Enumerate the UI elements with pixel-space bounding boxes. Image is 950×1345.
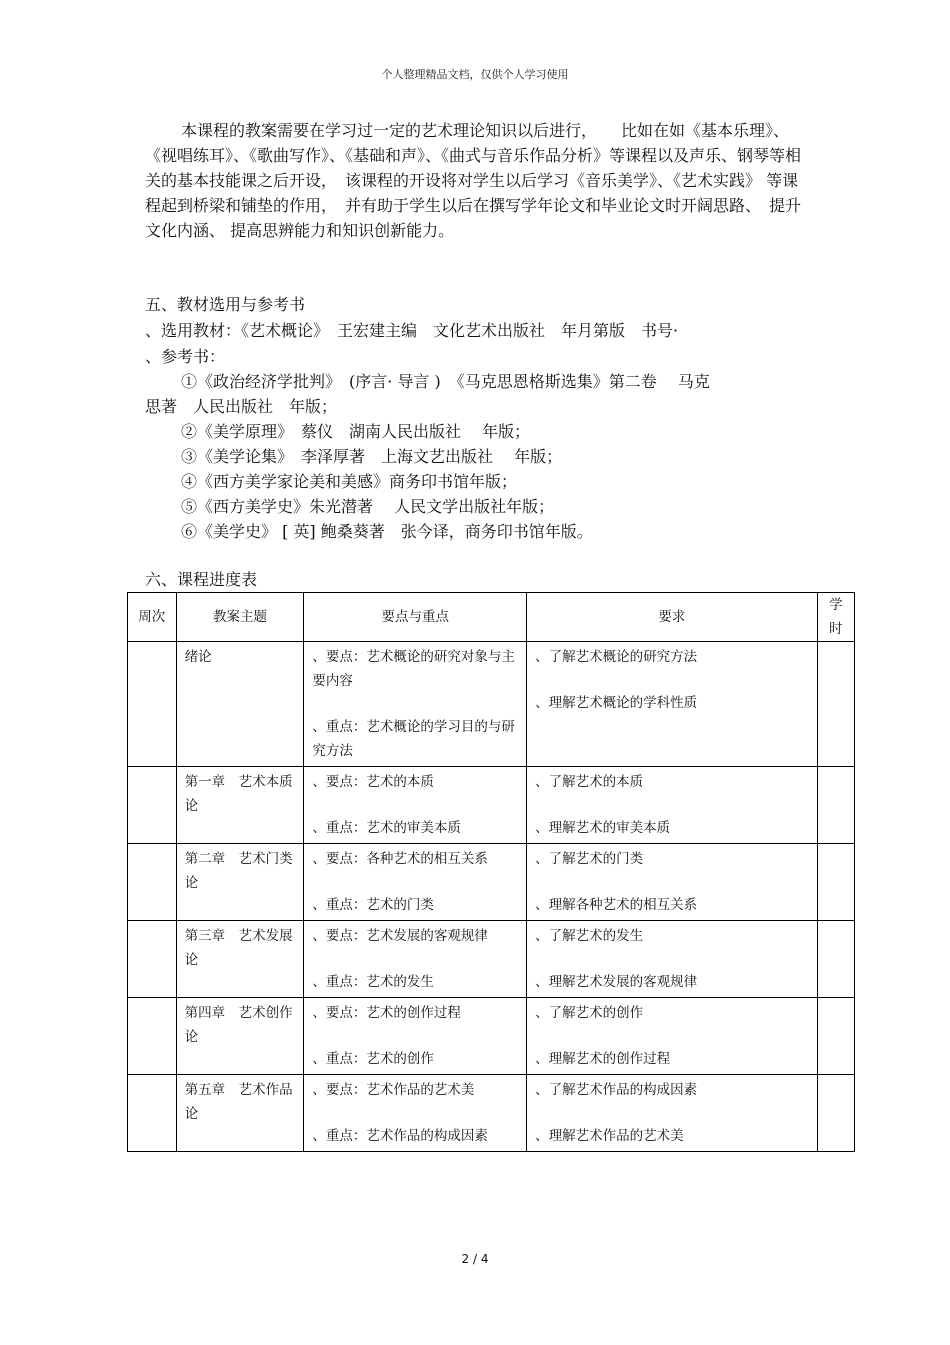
focus-point: 、重点：艺术概论的学习目的与研究方法 — [312, 719, 515, 759]
req-understand: 、了解艺术的发生 — [535, 928, 644, 944]
key-cell — [304, 642, 527, 767]
key-cell — [304, 767, 527, 844]
ref-item-5: ⑤《西方美学史》朱光潜著 人民文学出版社年版； — [181, 497, 555, 516]
focus-point: 、重点：艺术作品的构成因素 — [312, 1128, 488, 1144]
focus-point: 、重点：艺术的创作 — [312, 1051, 434, 1067]
req-cell — [527, 921, 818, 998]
req-comprehend: 、理解艺术发展的客观规律 — [535, 974, 698, 990]
table-row — [128, 1075, 855, 1152]
week-cell — [128, 1075, 177, 1152]
req-comprehend: 、理解艺术的审美本质 — [535, 820, 671, 836]
key-point: 、要点：艺术的本质 — [312, 774, 434, 790]
req-understand: 、了解艺术的本质 — [535, 774, 644, 790]
key-point: 、要点：艺术概论的研究对象与主要内容 — [312, 649, 515, 689]
header-req: 要求 — [527, 593, 818, 642]
table-header-row — [128, 593, 855, 642]
key-cell — [304, 1075, 527, 1152]
key-point: 、要点：艺术的创作过程 — [312, 1005, 461, 1021]
hours-cell — [817, 998, 854, 1075]
key-cell — [304, 998, 527, 1075]
week-cell — [128, 921, 177, 998]
key-point: 、要点：艺术作品的艺术美 — [312, 1082, 475, 1098]
section5-title: 五、教材选用与参考书 — [145, 295, 306, 314]
table-row — [128, 844, 855, 921]
req-comprehend: 、理解艺术的创作过程 — [535, 1051, 671, 1067]
page-number: 2 / 4 — [461, 1252, 489, 1266]
table-row — [128, 642, 855, 767]
table-row — [128, 921, 855, 998]
ref-item-1b: 思著 人民出版社 年版； — [145, 397, 338, 416]
ref-item-4: ④《西方美学家论美和美感》商务印书馆年版； — [181, 472, 518, 491]
key-cell — [304, 844, 527, 921]
header-hours: 学时 — [817, 593, 854, 642]
topic-cell: 第一章 艺术本质论 — [176, 767, 304, 844]
req-comprehend: 、理解各种艺术的相互关系 — [535, 897, 698, 913]
req-cell — [527, 767, 818, 844]
intro-text: 本课程的教案需要在学习过一定的艺术理论知识以后进行， 比如在如《基本乐理》、《视唱练耳》、《歌曲写作》、《基础和声》、《曲式与音乐作品分析》等课程以及声乐、钢琴等相关的基本技能课之后开设， 该课程的开设将对学生以后学习《音乐美学》、《艺术实践》 等课程起到桥梁和铺垫的作用， 并有助于学生以后在撰写学年论文和毕业论文时开阔思路、 提升文化内涵、 提高思辨能力和知识创新能力。 — [145, 121, 802, 240]
topic-cell: 第三章 艺术发展论 — [176, 921, 304, 998]
header-topic: 教案主题 — [176, 593, 304, 642]
ref-item-6: ⑥《美学史》 [ 英] 鲍桑葵著 张今译，商务印书馆年版。 — [181, 522, 593, 541]
req-understand: 、了解艺术的创作 — [535, 1005, 644, 1021]
ref-item-3: ③《美学论集》 李泽厚著 上海文艺出版社 年版； — [181, 447, 563, 466]
section6-title: 六、课程进度表 — [145, 570, 258, 589]
focus-point: 、重点：艺术的发生 — [312, 974, 434, 990]
refs-title: 、参考书： — [145, 347, 226, 366]
req-understand: 、了解艺术的门类 — [535, 851, 644, 867]
header-key: 要点与重点 — [304, 593, 527, 642]
textbook-line: 、选用教材：《艺术概论》 王宏建主编 文化艺术出版社 年月第版 书号· — [145, 321, 679, 340]
topic-cell: 第五章 艺术作品论 — [176, 1075, 304, 1152]
ref-item-1a: ①《政治经济学批判》 (序言· 导言 ) 《马克思恩格斯选集》第二卷 马克 — [181, 372, 710, 391]
focus-point: 、重点：艺术的门类 — [312, 897, 434, 913]
hours-cell — [817, 921, 854, 998]
req-cell — [527, 998, 818, 1075]
week-cell — [128, 642, 177, 767]
table-row — [128, 998, 855, 1075]
key-cell — [304, 921, 527, 998]
week-cell — [128, 998, 177, 1075]
topic-cell: 第四章 艺术创作论 — [176, 998, 304, 1075]
page-header: 个人整理精品文档，仅供个人学习使用 — [381, 68, 569, 81]
req-understand: 、了解艺术作品的构成因素 — [535, 1082, 698, 1098]
req-understand: 、了解艺术概论的研究方法 — [535, 649, 698, 665]
key-point: 、要点：各种艺术的相互关系 — [312, 851, 488, 867]
topic-cell: 第二章 艺术门类论 — [176, 844, 304, 921]
week-cell — [128, 767, 177, 844]
header-week: 周次 — [128, 593, 177, 642]
req-cell — [527, 642, 818, 767]
req-cell — [527, 1075, 818, 1152]
key-point: 、要点：艺术发展的客观规律 — [312, 928, 488, 944]
intro-paragraph — [145, 118, 810, 243]
table-row — [128, 767, 855, 844]
week-cell — [128, 844, 177, 921]
hours-cell — [817, 642, 854, 767]
req-cell — [527, 844, 818, 921]
req-comprehend: 、理解艺术概论的学科性质 — [535, 695, 698, 711]
topic-cell: 绪论 — [176, 642, 304, 767]
hours-cell — [817, 1075, 854, 1152]
hours-cell — [817, 767, 854, 844]
schedule-table — [127, 592, 855, 1152]
hours-cell — [817, 844, 854, 921]
focus-point: 、重点：艺术的审美本质 — [312, 820, 461, 836]
ref-item-2: ②《美学原理》 蔡仪 湖南人民出版社 年版； — [181, 422, 531, 441]
req-comprehend: 、理解艺术作品的艺术美 — [535, 1128, 684, 1144]
